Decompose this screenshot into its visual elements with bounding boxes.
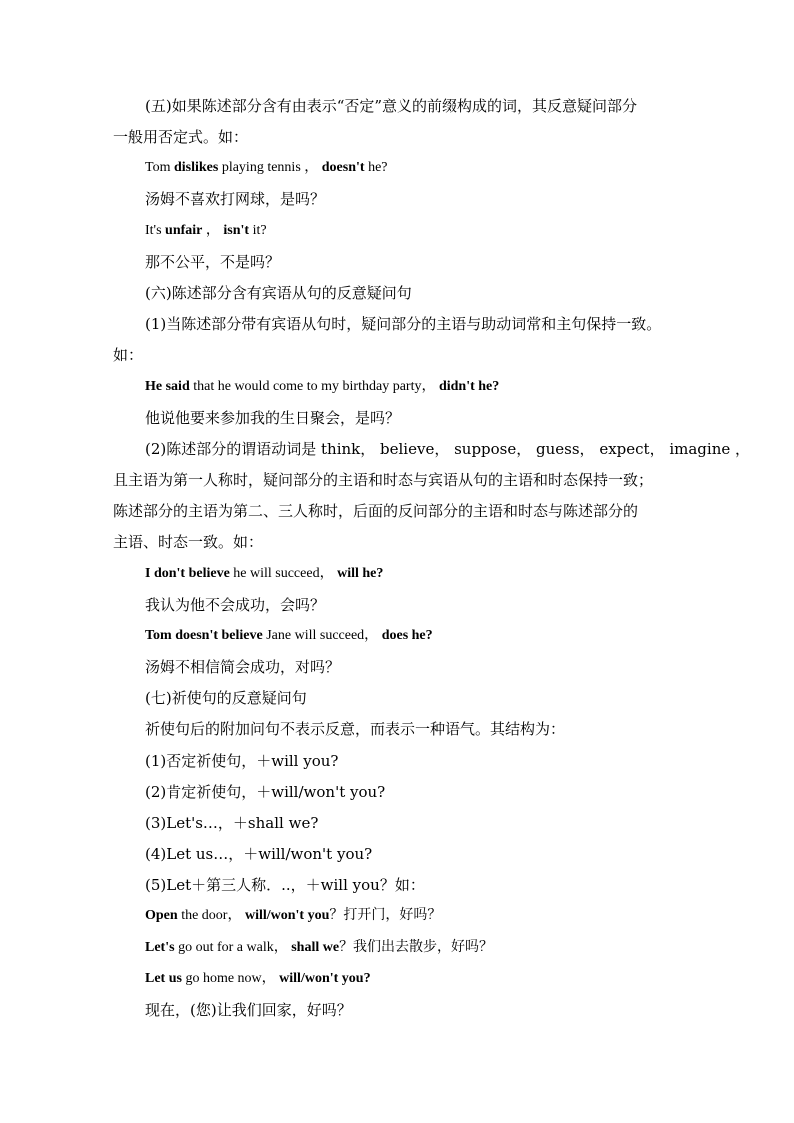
bold-run: He said (145, 379, 190, 394)
bold-run: isn't (219, 223, 250, 238)
text-line: 陈述部分的主语为第二、三人称时，后面的反问部分的主语和时态与陈述部分的 (113, 502, 639, 520)
example-sentence (145, 221, 715, 241)
example-sentence (145, 906, 715, 926)
text-run: that he would come to my birthday party， (189, 379, 436, 394)
example-sentence (145, 626, 715, 646)
example-sentence (145, 377, 715, 397)
example-sentence (145, 969, 715, 989)
text-run: go home now， (181, 971, 276, 986)
text-run: he will succeed， (229, 566, 334, 581)
text-run: ， (202, 223, 220, 238)
bold-run: unfair (165, 223, 203, 238)
bold-run: Tom doesn't believe (145, 628, 263, 643)
text-run: playing tennis ， (218, 160, 319, 175)
list-item: (5)Let＋第三人称．..，＋will you？如： (145, 876, 425, 894)
text-line: 他说他要来参加我的生日聚会，是吗？ (145, 409, 401, 427)
bold-run: does he? (378, 628, 433, 643)
list-item: (1)否定祈使句，＋will you? (145, 752, 339, 770)
text-run: it? (249, 223, 267, 238)
text-line: 汤姆不相信简会成功，对吗？ (145, 658, 341, 676)
text-run: It's (145, 223, 166, 238)
example-sentence (145, 564, 715, 584)
text-line: 汤姆不喜欢打网球，是吗？ (145, 190, 326, 208)
text-run: go out for a walk， (174, 940, 288, 955)
list-item: (2)肯定祈使句，＋will/won't you? (145, 783, 386, 801)
bold-run: will he? (333, 566, 384, 581)
text-run: Jane will succeed， (262, 628, 379, 643)
list-item: (3)Let's…，＋shall we? (145, 814, 319, 832)
bold-run: shall we (287, 940, 340, 955)
text-run: he? (364, 160, 388, 175)
text-line: 现在，(您)让我们回家，好吗？ (145, 1001, 352, 1019)
bold-run: I don't believe (145, 566, 230, 581)
example-sentence (145, 158, 715, 178)
bold-run: Let us (145, 971, 182, 986)
text-line: 那不公平，不是吗？ (145, 253, 281, 271)
text-run: ？我们出去散步，好吗？ (339, 940, 494, 955)
bold-run: dislikes (173, 160, 219, 175)
text-line: 如： (113, 346, 144, 364)
text-line: 祈使句后的附加问句不表示反意，而表示一种语气。其结构为： (145, 720, 566, 738)
text-line: (五)如果陈述部分含有由表示“否定”意义的前缀构成的词，其反意疑问部分 (145, 97, 638, 115)
bold-run: will/won't you (241, 908, 330, 923)
text-line: (1)当陈述部分带有宾语从句时，疑问部分的主语与助动词常和主句保持一致。 (145, 315, 662, 333)
text-line: 且主语为第一人称时，疑问部分的主语和时态与宾语从句的主语和时态保持一致； (113, 471, 654, 489)
text-line: 主语、时态一致。如： (113, 533, 264, 551)
bold-run: will/won't you? (275, 971, 371, 986)
text-run: Tom (145, 160, 174, 175)
section-heading: (七)祈使句的反意疑问句 (145, 689, 307, 707)
bold-run: didn't he? (435, 379, 500, 394)
bold-run: Let's (145, 940, 175, 955)
bold-run: Open (145, 908, 178, 923)
text-line: 我认为他不会成功，会吗？ (145, 596, 326, 614)
bold-run: doesn't (318, 160, 365, 175)
text-run: ？打开门，好吗？ (329, 908, 442, 923)
list-item: (4)Let us…，＋will/won't you? (145, 845, 373, 863)
text-run: the door， (177, 908, 242, 923)
section-heading: (六)陈述部分含有宾语从句的反意疑问句 (145, 284, 412, 302)
text-line: (2)陈述部分的谓语动词是 think， believe， suppose， guess， expect， imagine ， (145, 440, 751, 458)
text-line: 一般用否定式。如： (113, 128, 249, 146)
example-sentence (145, 938, 715, 958)
